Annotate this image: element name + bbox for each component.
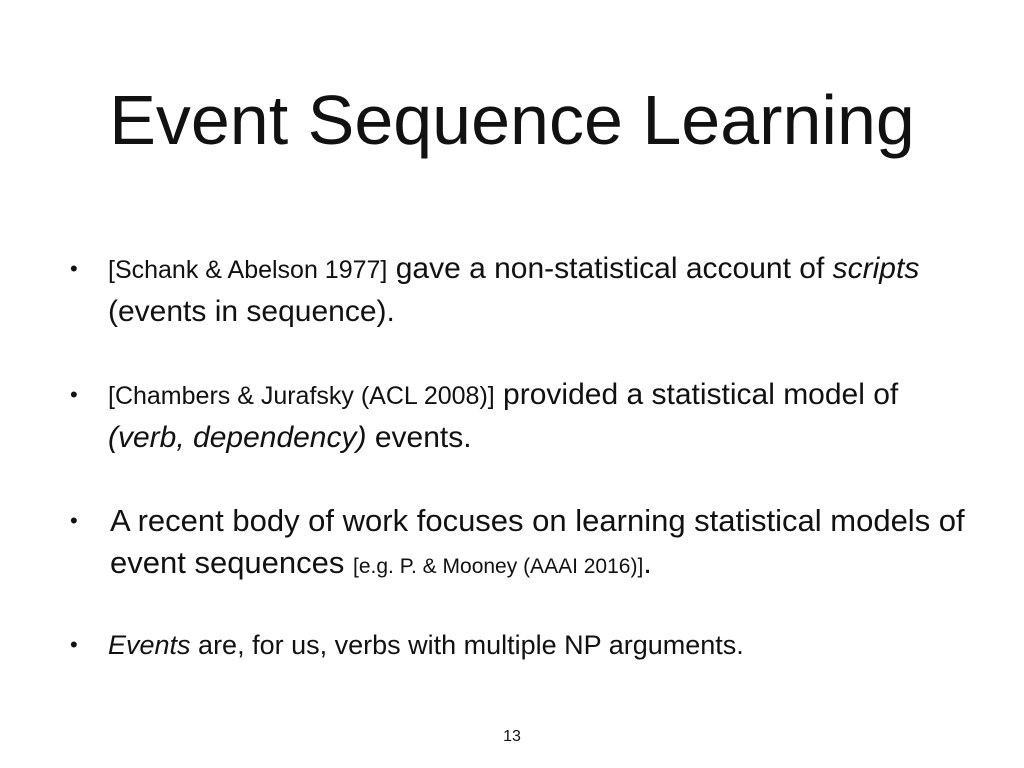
citation: [Chambers & Jurafsky (ACL 2008)] xyxy=(108,382,495,410)
bullet-marker: • xyxy=(70,508,78,533)
bullet-text xyxy=(110,500,970,588)
bullet-text-part: . xyxy=(643,545,652,580)
bullet-text xyxy=(108,374,968,459)
citation: [e.g. P. & Mooney (AAAI 2016)] xyxy=(353,555,644,578)
bullet-marker: • xyxy=(70,256,78,281)
slide-title: Event Sequence Learning xyxy=(109,81,915,159)
emphasis: scripts xyxy=(832,252,920,285)
bullet-marker: • xyxy=(70,382,78,407)
bullet-text-part: gave a non-statistical account of xyxy=(387,252,833,285)
page-number: 13 xyxy=(503,728,521,745)
bullet-text xyxy=(108,248,968,333)
citation: [Schank & Abelson 1977] xyxy=(108,256,388,284)
bullet-text-part: A recent body of work focuses on learning statistical models of event sequences xyxy=(110,503,965,580)
bullet-text-part: events. xyxy=(366,421,472,454)
emphasis: (verb, dependency) xyxy=(108,421,367,454)
bullet-text-part: (events in sequence). xyxy=(108,295,395,328)
bullet-text-part: provided a statistical model of xyxy=(494,378,899,411)
bullet-text xyxy=(108,624,968,666)
emphasis: Events xyxy=(108,630,191,660)
bullet-marker: • xyxy=(70,632,78,657)
bullet-text-part: are, for us, verbs with multiple NP arguments. xyxy=(190,630,744,660)
